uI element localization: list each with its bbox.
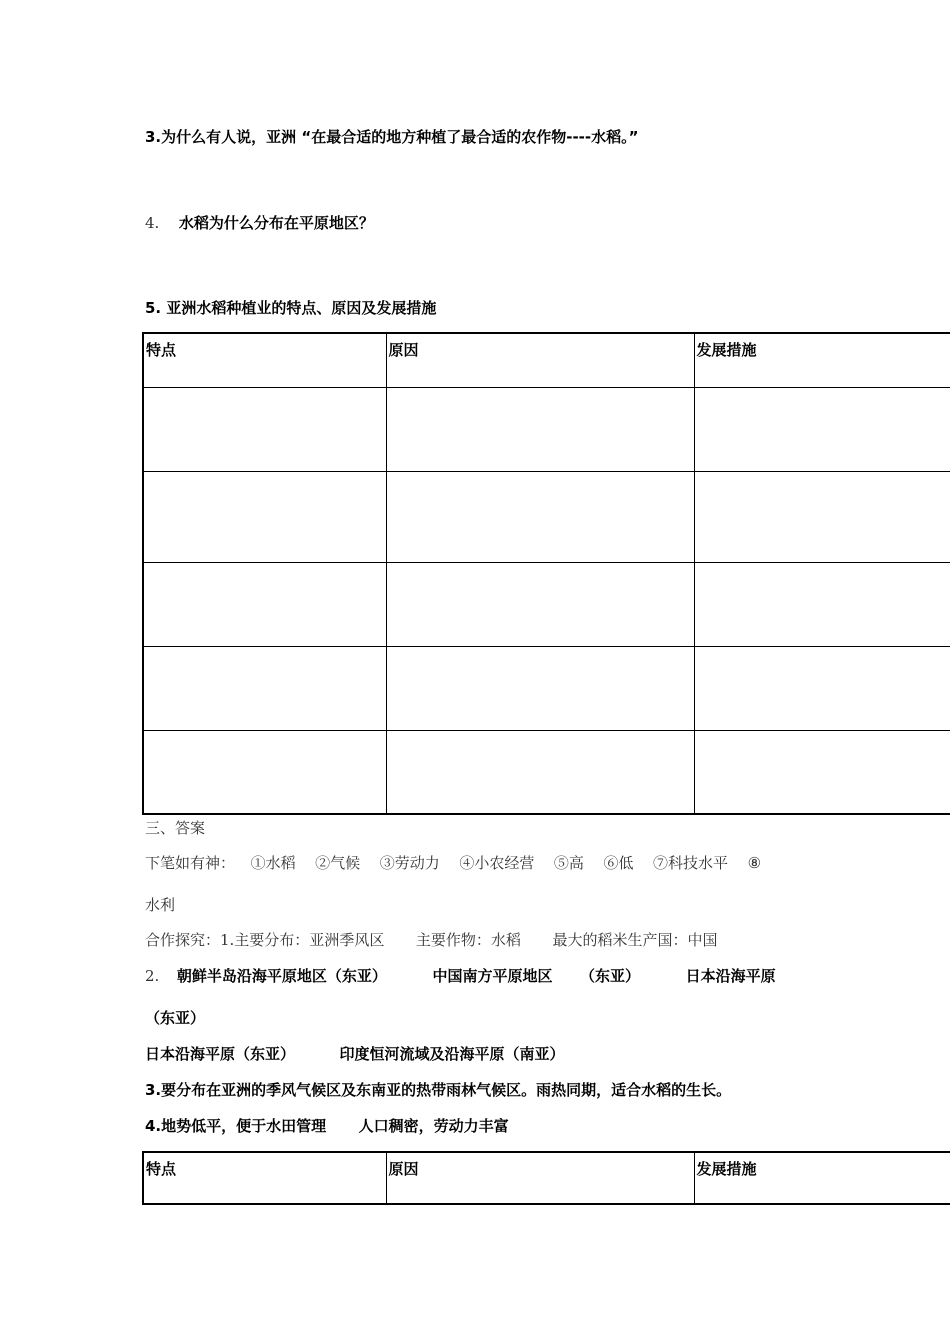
table-row bbox=[143, 471, 950, 562]
answer-4-part-a: 4.地势低平，便于水田管理 bbox=[145, 1117, 327, 1135]
answer-2-place: 印度恒河流域及沿海平原（南亚） bbox=[339, 1045, 565, 1063]
answer-item: ⑧ bbox=[747, 854, 762, 872]
table-cell[interactable] bbox=[386, 562, 694, 646]
answer-4-part-b: 人口稠密，劳动力丰富 bbox=[358, 1117, 509, 1135]
table-cell[interactable] bbox=[694, 730, 950, 814]
table-header-row bbox=[143, 333, 950, 387]
answer-item: ⑦科技水平 bbox=[653, 854, 729, 872]
table-cell[interactable] bbox=[386, 646, 694, 730]
answer-2 bbox=[145, 966, 776, 986]
table-cell[interactable] bbox=[694, 646, 950, 730]
answer-item: ①水稻 bbox=[250, 854, 296, 872]
answer-item: ⑤高 bbox=[553, 854, 584, 872]
answers-heading: 三、答案 bbox=[145, 819, 206, 837]
header-features: 特点 bbox=[143, 1152, 386, 1204]
table-cell[interactable] bbox=[694, 562, 950, 646]
answer-2-number: 2. bbox=[145, 967, 160, 985]
answer-2-place: 朝鲜半岛沿海平原地区（东亚） bbox=[176, 967, 387, 985]
answer-line-1 bbox=[145, 853, 761, 873]
answer-line-1-label: 下笔如有神： bbox=[145, 854, 236, 872]
rice-features-table bbox=[142, 332, 950, 815]
header-measures: 发展措施 bbox=[694, 333, 950, 387]
header-measures: 发展措施 bbox=[694, 1152, 950, 1204]
answer-2-place: 日本沿海平原（东亚） bbox=[145, 1045, 296, 1063]
table-cell[interactable] bbox=[143, 387, 386, 471]
table-cell[interactable] bbox=[386, 730, 694, 814]
answer-item: ④小农经营 bbox=[459, 854, 535, 872]
table-cell[interactable] bbox=[386, 387, 694, 471]
table-cell[interactable] bbox=[694, 471, 950, 562]
table-row bbox=[143, 730, 950, 814]
answer-4 bbox=[145, 1116, 509, 1136]
answer-3: 3.要分布在亚洲的季风气候区及东南亚的热带雨林气候区。雨热同期，适合水稻的生长。 bbox=[145, 1081, 732, 1099]
answer-2-place: 日本沿海平原 bbox=[685, 967, 776, 985]
answer-2-place: 中国南方平原地区 bbox=[432, 967, 553, 985]
header-features: 特点 bbox=[143, 333, 386, 387]
coop-distribution: 合作探究：1.主要分布：亚洲季风区 bbox=[145, 931, 385, 949]
table-cell[interactable] bbox=[143, 471, 386, 562]
coop-country: 最大的稻米生产国：中国 bbox=[552, 931, 718, 949]
table-row bbox=[143, 562, 950, 646]
question-4-text: 水稻为什么分布在平原地区？ bbox=[178, 214, 374, 232]
answer-2-wrap: （东亚） bbox=[145, 1009, 206, 1027]
question-3: 3.为什么有人说，亚洲 “在最合适的地方种植了最合适的农作物----水稻。” bbox=[145, 128, 639, 146]
answer-coop bbox=[145, 930, 717, 950]
answer-item: ⑥低 bbox=[603, 854, 634, 872]
question-4-number: 4. bbox=[145, 214, 160, 232]
table-cell[interactable] bbox=[143, 646, 386, 730]
table-cell[interactable] bbox=[143, 562, 386, 646]
table-cell[interactable] bbox=[143, 730, 386, 814]
table-row bbox=[143, 387, 950, 471]
answer-2-line-2 bbox=[145, 1044, 565, 1064]
answer-item: ②气候 bbox=[315, 854, 361, 872]
table-cell[interactable] bbox=[694, 387, 950, 471]
header-reasons: 原因 bbox=[386, 333, 694, 387]
answer-item: ③劳动力 bbox=[379, 854, 440, 872]
table-cell[interactable] bbox=[386, 471, 694, 562]
header-reasons: 原因 bbox=[386, 1152, 694, 1204]
question-5: 5. 亚洲水稻种植业的特点、原因及发展措施 bbox=[145, 299, 437, 317]
answer-table bbox=[142, 1151, 950, 1205]
table-header-row bbox=[143, 1152, 950, 1204]
answer-2-region: （东亚） bbox=[580, 967, 641, 985]
answer-line-1-wrap: 水利 bbox=[145, 896, 176, 914]
table-row bbox=[143, 646, 950, 730]
coop-crop: 主要作物：水稻 bbox=[415, 931, 521, 949]
question-4 bbox=[145, 213, 374, 233]
